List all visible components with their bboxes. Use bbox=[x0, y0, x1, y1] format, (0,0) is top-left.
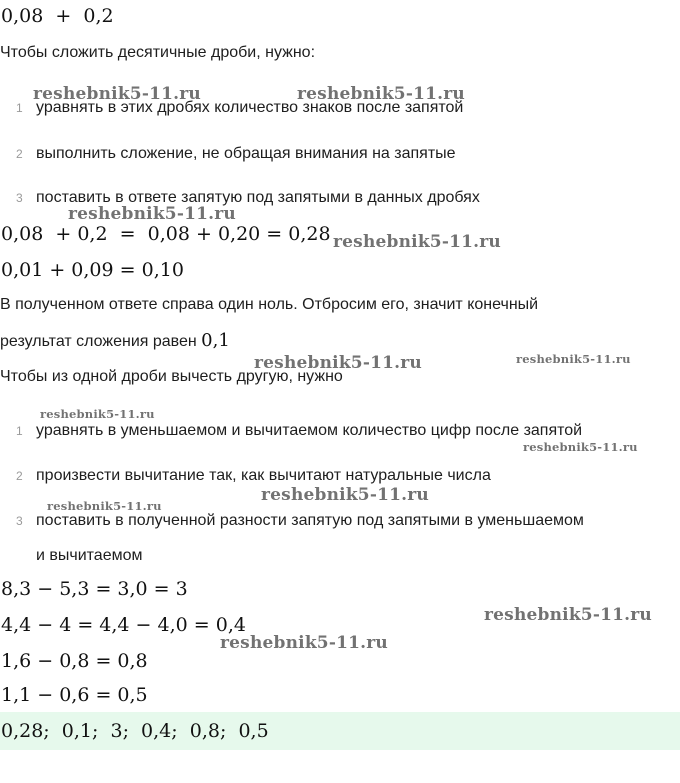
explanation-line-1: В полученном ответе справа один ноль. Отбросим его, значит конечный bbox=[0, 296, 539, 313]
step-number: 1 bbox=[16, 101, 23, 115]
watermark: reshebnik5-11.ru bbox=[47, 499, 162, 513]
step-text: поставить в ответе запятую под запятыми в данных дробях bbox=[36, 189, 480, 206]
watermark: reshebnik5-11.ru bbox=[516, 352, 631, 366]
subtraction-line-1: 8,3 − 5,3 = 3,0 = 3 bbox=[1, 578, 188, 600]
explanation-text: результат сложения равен bbox=[0, 333, 197, 350]
subtraction-step-3-continuation: и вычитаемом bbox=[36, 547, 143, 564]
addition-rule-intro: Чтобы сложить десятичные дроби, нужно: bbox=[0, 44, 316, 61]
step-number: 2 bbox=[16, 469, 23, 483]
step-text: произвести вычитание так, как вычитают натуральные числа bbox=[36, 467, 491, 484]
step-number: 3 bbox=[16, 514, 23, 528]
watermark: reshebnik5-11.ru bbox=[523, 440, 638, 454]
step-text: выполнить сложение, не обращая внимания на запятые bbox=[36, 145, 456, 162]
watermark: reshebnik5-11.ru bbox=[261, 485, 429, 505]
watermark: reshebnik5-11.ru bbox=[40, 407, 155, 421]
step-number: 1 bbox=[16, 424, 23, 438]
answer-bar bbox=[0, 712, 680, 750]
step-number: 2 bbox=[16, 147, 23, 161]
explanation-value: 0,1 bbox=[201, 330, 230, 351]
watermark: reshebnik5-11.ru bbox=[68, 204, 236, 224]
step-text: уравнять в уменьшаемом и вычитаемом количество цифр после запятой bbox=[36, 422, 583, 439]
problem-expression: 0,08 + 0,2 bbox=[1, 5, 114, 27]
watermark: reshebnik5-11.ru bbox=[254, 353, 422, 373]
step-text: уравнять в этих дробях количество знаков после запятой bbox=[36, 99, 464, 116]
subtraction-line-3: 1,6 − 0,8 = 0,8 bbox=[1, 650, 148, 672]
watermark: reshebnik5-11.ru bbox=[484, 605, 652, 625]
step-number: 3 bbox=[16, 191, 23, 205]
watermark: reshebnik5-11.ru bbox=[297, 84, 465, 104]
subtraction-line-4: 1,1 − 0,6 = 0,5 bbox=[1, 684, 148, 706]
watermark: reshebnik5-11.ru bbox=[220, 633, 388, 653]
watermark: reshebnik5-11.ru bbox=[33, 84, 201, 104]
addition-line-2: 0,01 + 0,09 = 0,10 bbox=[1, 259, 184, 281]
explanation-line-2 bbox=[0, 330, 230, 353]
subtraction-rule-intro: Чтобы из одной дроби вычесть другую, нужно bbox=[0, 368, 343, 385]
step-text: поставить в полученной разности запятую под запятыми в уменьшаемом bbox=[36, 512, 584, 529]
answer-text: 0,28; 0,1; 3; 0,4; 0,8; 0,5 bbox=[1, 720, 269, 742]
addition-line-1: 0,08 + 0,2 = 0,08 + 0,20 = 0,28 bbox=[1, 223, 331, 245]
subtraction-line-2: 4,4 − 4 = 4,4 − 4,0 = 0,4 bbox=[1, 614, 246, 636]
watermark: reshebnik5-11.ru bbox=[333, 232, 501, 252]
